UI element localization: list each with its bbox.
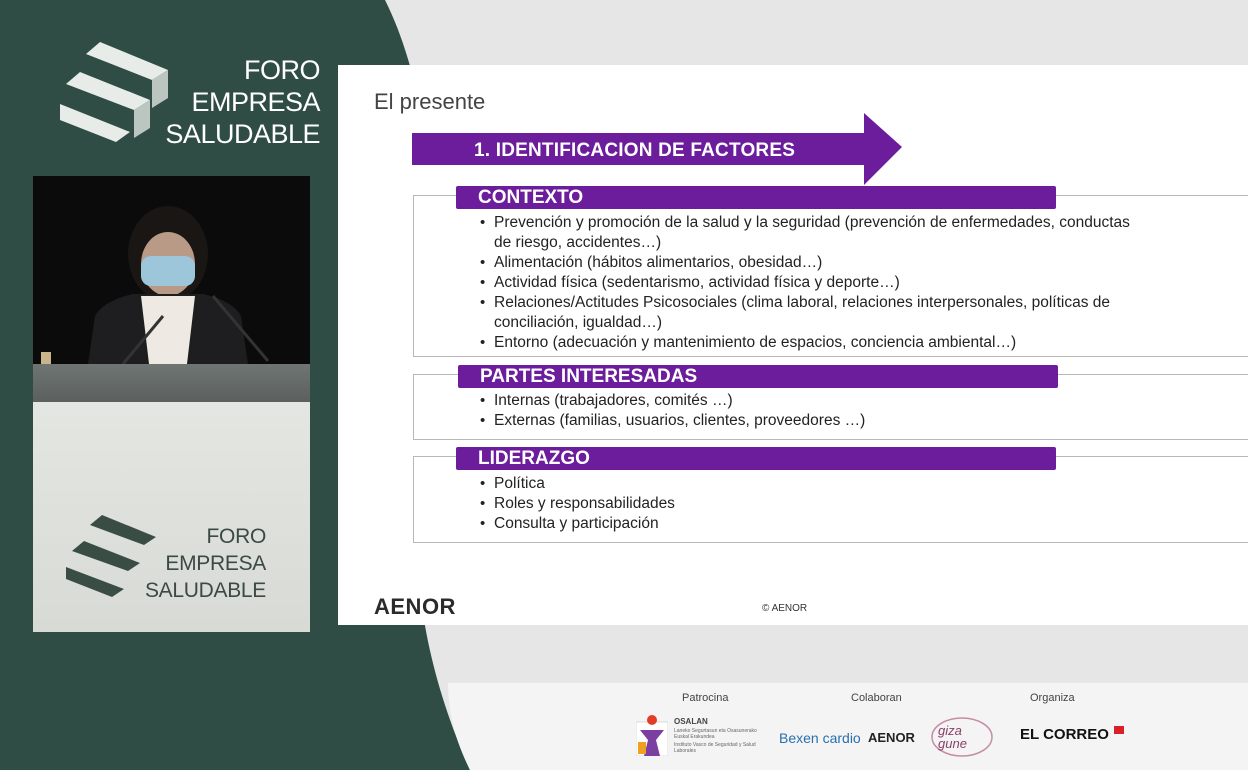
brand-line-3: SALUDABLE bbox=[144, 579, 266, 602]
colaboran-label: Colaboran bbox=[851, 692, 902, 704]
bullet-list bbox=[480, 391, 1180, 431]
podium-top bbox=[33, 364, 310, 402]
osalan-figure-icon bbox=[636, 714, 668, 756]
list-item-continuation: conciliación, igualdad…) bbox=[494, 314, 663, 331]
bexen-cardio-logo: Bexen cardio bbox=[779, 730, 861, 746]
section-heading: CONTEXTO bbox=[456, 186, 1056, 209]
list-item: • Relaciones/Actitudes Psicosociales (clima laboral, relaciones interpersonales, políticas de bbox=[480, 293, 1180, 313]
list-item: • Política bbox=[480, 474, 1180, 494]
brand-line-3: SALUDABLE bbox=[165, 119, 320, 149]
aenor-slide-logo: AENOR bbox=[374, 594, 456, 619]
list-item: • Roles y responsabilidades bbox=[480, 494, 1180, 514]
brand-line-1: FORO bbox=[206, 525, 266, 548]
list-item: • Internas (trabajadores, comités …) bbox=[480, 391, 1180, 411]
speaker-figure bbox=[33, 176, 310, 364]
presentation-slide bbox=[338, 65, 1248, 625]
section-heading: PARTES INTERESADAS bbox=[458, 365, 1058, 388]
brand-line-2: EMPRESA bbox=[191, 87, 320, 117]
bullet-list bbox=[480, 213, 1180, 353]
list-item-continuation: de riesgo, accidentes…) bbox=[494, 234, 662, 251]
section-heading: LIDERAZGO bbox=[456, 447, 1056, 470]
gizagune-text: giza gune bbox=[938, 723, 967, 751]
list-item: • Consulta y participación bbox=[480, 514, 1180, 534]
osalan-name: OSALAN bbox=[674, 717, 708, 726]
bullet-list bbox=[480, 474, 1180, 534]
gizagune-logo bbox=[930, 716, 994, 758]
section-partes-interesadas bbox=[413, 366, 1248, 440]
copyright-text: © AENOR bbox=[762, 603, 808, 614]
brand-logo-podium bbox=[66, 515, 266, 615]
section-liderazgo bbox=[413, 448, 1248, 543]
slide-title: El presente bbox=[374, 89, 486, 114]
brand-name bbox=[165, 54, 320, 150]
brand-line-1: FORO bbox=[244, 55, 320, 85]
brand-name-podium bbox=[145, 523, 266, 604]
brand-logo-top bbox=[60, 42, 320, 172]
patrocina-label: Patrocina bbox=[682, 692, 729, 704]
osalan-subtitle-es: Instituto Vasco de Seguridad y Salud Laborales bbox=[674, 742, 756, 754]
osalan-logo bbox=[636, 714, 766, 758]
list-item: • Alimentación (hábitos alimentarios, obesidad…) bbox=[480, 253, 1180, 273]
section-contexto bbox=[413, 187, 1248, 357]
aenor-sponsor-logo: AENOR bbox=[868, 730, 915, 745]
el-correo-text: EL CORREO bbox=[1020, 726, 1109, 743]
arrow-label: 1. IDENTIFICACION DE FACTORES bbox=[474, 140, 796, 161]
list-item: • Prevención y promoción de la salud y la seguridad (prevención de enfermedades, conductas bbox=[480, 213, 1180, 233]
list-item: • Externas (familias, usuarios, clientes, proveedores …) bbox=[480, 411, 1180, 431]
speaker-video bbox=[33, 176, 310, 364]
brand-stairs-icon bbox=[60, 42, 170, 162]
osalan-subtitle-eu: Laneko Segurtasun eta Osasunerako Euskal Erakundea bbox=[674, 728, 757, 740]
brand-line-2: EMPRESA bbox=[165, 552, 266, 575]
el-correo-flag-icon bbox=[1114, 726, 1124, 734]
list-item: • Actividad física (sedentarismo, actividad física y deporte…) bbox=[480, 273, 1180, 293]
list-item: • Entorno (adecuación y mantenimiento de espacios, conciencia ambiental…) bbox=[480, 333, 1180, 353]
el-correo-logo bbox=[1020, 726, 1124, 744]
organiza-label: Organiza bbox=[1030, 692, 1075, 704]
